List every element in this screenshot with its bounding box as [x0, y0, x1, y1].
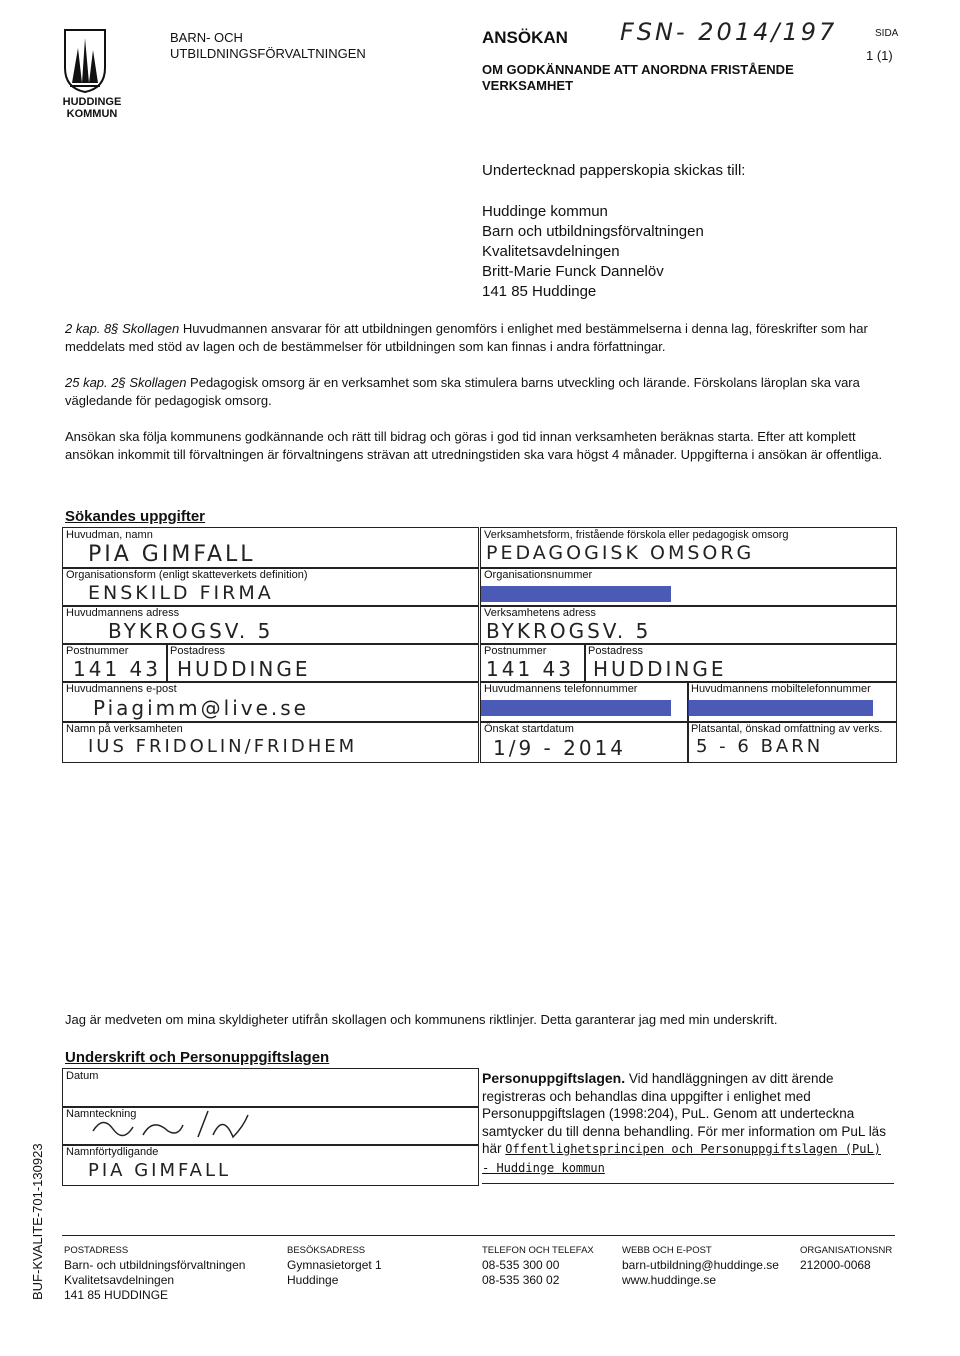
- page-number: 1 (1): [866, 48, 893, 63]
- field-label: Namnförtydligande: [66, 1146, 159, 1158]
- field-verksamhet-adress[interactable]: [480, 605, 897, 645]
- footer-line: Kvalitetsavdelningen: [64, 1273, 175, 1287]
- handwritten-reference: FSN- 2014/197: [620, 18, 838, 46]
- footer-line: Barn- och utbildningsförvaltningen: [64, 1258, 246, 1272]
- paragraph-text: Ansökan ska följa kommunens godkännande och rätt till bidrag och göras i god tid innan verksamheten beräknas starta. Efter att komplett ansökan inkommit till förvaltningen är förvaltningens strävan att utredningstiden ska vara högst 4 månader. Uppgifterna i ansökan är offentliga.: [65, 429, 883, 462]
- field-value: 141 43: [73, 657, 161, 681]
- footer-label: POSTADRESS: [64, 1245, 129, 1256]
- field-label: Önskat startdatum: [484, 723, 574, 735]
- footer-email-link[interactable]: barn-utbildning@huddinge.se: [622, 1258, 779, 1272]
- field-organisationsform[interactable]: [62, 567, 479, 607]
- footer-line: Gymnasietorget 1: [287, 1258, 382, 1272]
- pul-link[interactable]: Offentlighetsprincipen och Personuppgiftslagen (PuL) - Huddinge kommun: [482, 1142, 881, 1175]
- footer-postadress: [64, 1243, 245, 1303]
- footer-besoksadress: [287, 1243, 382, 1288]
- field-label: Huvudman, namn: [66, 529, 153, 541]
- field-namnfortydligande[interactable]: [62, 1144, 479, 1186]
- field-label: Postadress: [588, 645, 644, 657]
- field-value: ENSKILD FIRMA: [88, 582, 274, 604]
- field-value: HUDDINGE: [177, 657, 311, 681]
- field-postadress[interactable]: [166, 643, 479, 683]
- field-label: Namnteckning: [66, 1108, 137, 1120]
- field-value: HUDDINGE: [593, 657, 727, 681]
- org-name: [170, 30, 366, 62]
- pul-info: [482, 1070, 894, 1184]
- field-value: BYKROGSV. 5: [108, 619, 274, 643]
- footer-line: 141 85 HUDDINGE: [64, 1288, 169, 1302]
- field-value: IUS FRIDOLIN/FRIDHEM: [88, 736, 358, 757]
- page-label: SIDA: [875, 28, 899, 39]
- footer-line: Huddinge: [287, 1273, 339, 1287]
- footer-line: 08-535 300 00: [482, 1258, 560, 1272]
- field-label: Huvudmannens adress: [66, 607, 180, 619]
- field-label: Namn på verksamheten: [66, 723, 183, 735]
- paragraph-skollagen-25-2: [65, 374, 895, 410]
- footer-telefon: [482, 1243, 594, 1288]
- kommun-name-line2: KOMMUN: [66, 108, 118, 120]
- kommun-crest-icon: [62, 28, 108, 94]
- field-value: BYKROGSV. 5: [486, 619, 652, 643]
- field-label: Postnummer: [66, 645, 129, 657]
- redaction-scribble: [481, 586, 671, 602]
- field-epost[interactable]: [62, 681, 479, 723]
- pul-heading: Personuppgiftslagen.: [482, 1070, 626, 1086]
- org-name-line2: UTBILDNINGSFÖRVALTNINGEN: [170, 46, 366, 61]
- field-label: Huvudmannens telefonnummer: [484, 683, 638, 695]
- field-label: Huvudmannens e-post: [66, 683, 177, 695]
- field-mobil[interactable]: [687, 681, 897, 723]
- kommun-name-line1: HUDDINGE: [62, 96, 122, 108]
- footer-label: TELEFON OCH TELEFAX: [482, 1245, 594, 1256]
- field-label: Organisationsnummer: [484, 569, 593, 581]
- section-heading-sokandes: Sökandes uppgifter: [65, 508, 206, 525]
- field-verksamhet-postadress[interactable]: [584, 643, 897, 683]
- paragraph-skollagen-2-8: [65, 320, 895, 356]
- document-subtitle: [482, 62, 794, 94]
- kommun-name: [52, 96, 132, 120]
- footer-label: ORGANISATIONSNR: [800, 1245, 893, 1256]
- field-telefon[interactable]: [480, 681, 689, 723]
- recipient-address-line: Huddinge kommun: [482, 203, 608, 220]
- field-value: 5 - 6 BARN: [696, 736, 824, 757]
- footer-line: 212000-0068: [800, 1258, 871, 1272]
- field-organisationsnummer[interactable]: [480, 567, 897, 607]
- paragraph-application-info: [65, 428, 895, 464]
- kommun-logo: [62, 28, 108, 94]
- field-label: Organisationsform (enligt skatteverkets definition): [66, 569, 308, 581]
- section-heading-underskrift: Underskrift och Personuppgiftslagen: [65, 1049, 330, 1066]
- field-label: Datum: [66, 1070, 99, 1082]
- paragraph-text: Pedagogisk omsorg är en verksamhet som ska stimulera barns utveckling och lärande. Förskolans läroplan ska vara vägledande för pedagogisk omsorg.: [65, 375, 860, 408]
- field-namnteckning[interactable]: [62, 1106, 479, 1146]
- field-verksamhet-namn[interactable]: [62, 721, 479, 763]
- field-label: Verksamhetens adress: [484, 607, 596, 619]
- field-huvudman-adress[interactable]: [62, 605, 479, 645]
- field-value: 1/9 - 2014: [493, 736, 627, 760]
- field-value: PIA GIMFALL: [88, 1160, 232, 1181]
- field-huvudman[interactable]: [62, 527, 479, 569]
- paragraph-reference: 2 kap. 8§ Skollagen: [65, 321, 180, 336]
- field-value: PIA GIMFALL: [88, 542, 256, 567]
- footer-label: WEBB OCH E-POST: [622, 1245, 712, 1256]
- document-title: ANSÖKAN: [482, 28, 568, 47]
- field-label: Postadress: [170, 645, 226, 657]
- field-label: Platsantal, önskad omfattning av verks.: [691, 723, 883, 735]
- field-startdatum[interactable]: [480, 721, 689, 763]
- field-verksamhet-postnummer[interactable]: [480, 643, 586, 683]
- field-label: Verksamhetsform, fristående förskola eller pedagogisk omsorg: [484, 529, 789, 541]
- recipient-address-line: Kvalitetsavdelningen: [482, 243, 620, 260]
- pul-text: Vid handläggningen av ditt ärende registreras och behandlas dina uppgifter i enlighet med Personuppgiftslagen (1998:204), PuL. Genom att underteckna samtycker du till denna behandling. För mer information om PuL läs här: [482, 1071, 886, 1156]
- footer-line: 08-535 360 02: [482, 1273, 560, 1287]
- field-label: Huvudmannens mobiltelefonnummer: [691, 683, 871, 695]
- recipient-address-line: Britt-Marie Funck Dannelöv: [482, 263, 664, 280]
- paragraph-reference: 25 kap. 2§ Skollagen: [65, 375, 187, 390]
- form-code: BUF-KVALITE-701-130923: [30, 1143, 45, 1300]
- paragraph-text: Huvudmannen ansvarar för att utbildningen genomförs i enlighet med bestämmelserna i denna lag, föreskrifter som har meddelats med stöd av lagen och de bestämmelser för utbildningen som kan finnas i andra författningar.: [65, 321, 868, 354]
- redaction-scribble: [688, 700, 873, 716]
- recipient-intro: Undertecknad papperskopia skickas till:: [482, 162, 746, 179]
- field-verksamhetsform[interactable]: [480, 527, 897, 569]
- redaction-scribble: [481, 700, 671, 716]
- footer-divider: [62, 1235, 895, 1236]
- org-name-line1: BARN- OCH: [170, 30, 243, 45]
- field-label: Postnummer: [484, 645, 547, 657]
- field-postnummer[interactable]: [62, 643, 168, 683]
- document-subtitle-line2: VERKSAMHET: [482, 78, 574, 93]
- handwritten-signature: [83, 1107, 283, 1143]
- recipient-address: [482, 202, 704, 302]
- declaration-text: Jag är medveten om mina skyldigheter utifrån skollagen och kommunens riktlinjer. Detta garanterar jag med min underskrift.: [65, 1012, 778, 1027]
- recipient-address-line: 141 85 Huddinge: [482, 283, 597, 300]
- document-subtitle-line1: OM GODKÄNNANDE ATT ANORDNA FRISTÅENDE: [482, 62, 794, 77]
- recipient-address-line: Barn och utbildningsförvaltningen: [482, 223, 704, 240]
- field-platsantal[interactable]: [687, 721, 897, 763]
- field-value: 141 43: [486, 657, 574, 681]
- footer-orgnr: [800, 1243, 892, 1273]
- footer-webb: [622, 1243, 779, 1288]
- field-value: PEDAGOGISK OMSORG: [486, 542, 755, 564]
- field-value: Piagimm@live.se: [93, 696, 309, 720]
- footer-label: BESÖKSADRESS: [287, 1245, 366, 1256]
- footer-website-link[interactable]: www.huddinge.se: [622, 1273, 717, 1287]
- field-datum[interactable]: [62, 1068, 479, 1108]
